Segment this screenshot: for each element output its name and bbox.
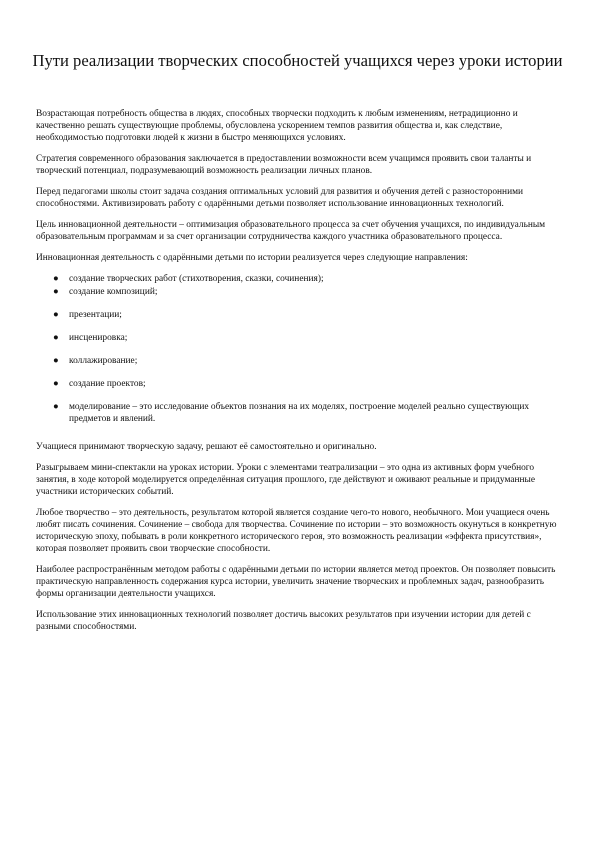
paragraph: Учащиеся принимают творческую задачу, решают её самостоятельно и оригинально.	[36, 442, 377, 452]
paragraph: Возрастающая потребность общества в людях, способных творчески подходить к любым изменениям, нетрадиционно и качественно решать существующие проблемы, обусловлена ускорением темпов развития общества и, как следствие, необходимостью подготовки людей к жизни в быстро меняющихся условиях.	[36, 109, 518, 143]
list-item	[36, 332, 562, 344]
bullet-icon: ●	[53, 274, 59, 284]
list-item	[36, 273, 562, 285]
paragraph: Наиболее распространённым методом работы с одарёнными детьми по истории является метод проектов. Он позволяет повысить практическую направленность содержания курса истории, увеличить значение творческих и проблемных задач, разнообразить формы организации деятельности учащихся.	[36, 565, 556, 599]
bullet-icon: ●	[53, 310, 59, 320]
bullet-icon: ●	[53, 333, 59, 343]
list-item-text: инсценировка;	[69, 333, 128, 343]
paragraph: Любое творчество – это деятельность, результатом которой является создание чего-то нового, необычного. Мои учащиеся очень любят писать сочинения. Сочинение – свобода для творчества. Сочинение по истории – это возможность окунуться в конкретную историческую эпоху, побывать в роли конкретного исторического героя, это возможность реализации «эффекта присутствия», которая позволяет проявить свои творческие способности.	[36, 508, 557, 554]
list-item-text: коллажирование;	[69, 356, 138, 366]
list-item	[36, 309, 562, 321]
bullet-icon: ●	[53, 379, 59, 389]
bullet-icon: ●	[53, 356, 59, 366]
list-item-text: моделирование – это исследование объектов познания на их моделях, построение моделей реально существующих предметов и явлений.	[69, 402, 530, 424]
list-item	[36, 355, 562, 367]
list-item	[36, 286, 562, 298]
bullet-icon: ●	[53, 402, 59, 412]
list-item-text: создание проектов;	[69, 379, 146, 389]
paragraph: Перед педагогами школы стоит задача создания оптимальных условий для развития и обучения детей с разносторонними способностями. Активизировать работу с одарёнными детьми позволяет использование инновационных технологий.	[36, 187, 524, 209]
list-item	[36, 378, 562, 390]
list-item-text: презентации;	[69, 310, 122, 320]
document-body	[36, 108, 562, 642]
paragraph: Цель инновационной деятельности – оптимизация образовательного процесса за счет обучения учащихся, по индивидуальным образовательным программам и за счет организации сотрудничества каждого участника образовательного процесса.	[36, 220, 546, 242]
paragraph: Разыгрываем мини-спектакли на уроках истории. Уроки с элементами театрализации – это одна из активных форм учебного занятия, в ходе которой моделируется определённая ситуация прошлого, где действуют и оживают реальные и придуманные участники исторических событий.	[36, 463, 535, 497]
paragraph: Использование этих инновационных технологий позволяет достичь высоких результатов при изучении истории для детей с разными способностями.	[36, 610, 531, 632]
list-item-text: создание творческих работ (стихотворения, сказки, сочинения);	[69, 274, 324, 284]
page-title: Пути реализации творческих способностей учащихся через уроки истории	[32, 51, 563, 70]
bullet-icon: ●	[53, 287, 59, 297]
list-item-text: создание композиций;	[69, 287, 158, 297]
list-item	[36, 401, 562, 425]
paragraph: Инновационная деятельность с одарёнными детьми по истории реализуется через следующие направления:	[36, 253, 468, 263]
paragraph: Стратегия современного образования заключается в предоставлении возможности всем учащимся проявить свои таланты и творческий потенциал, подразумевающий возможность реализации личных планов.	[36, 154, 532, 176]
directions-list	[36, 273, 562, 425]
